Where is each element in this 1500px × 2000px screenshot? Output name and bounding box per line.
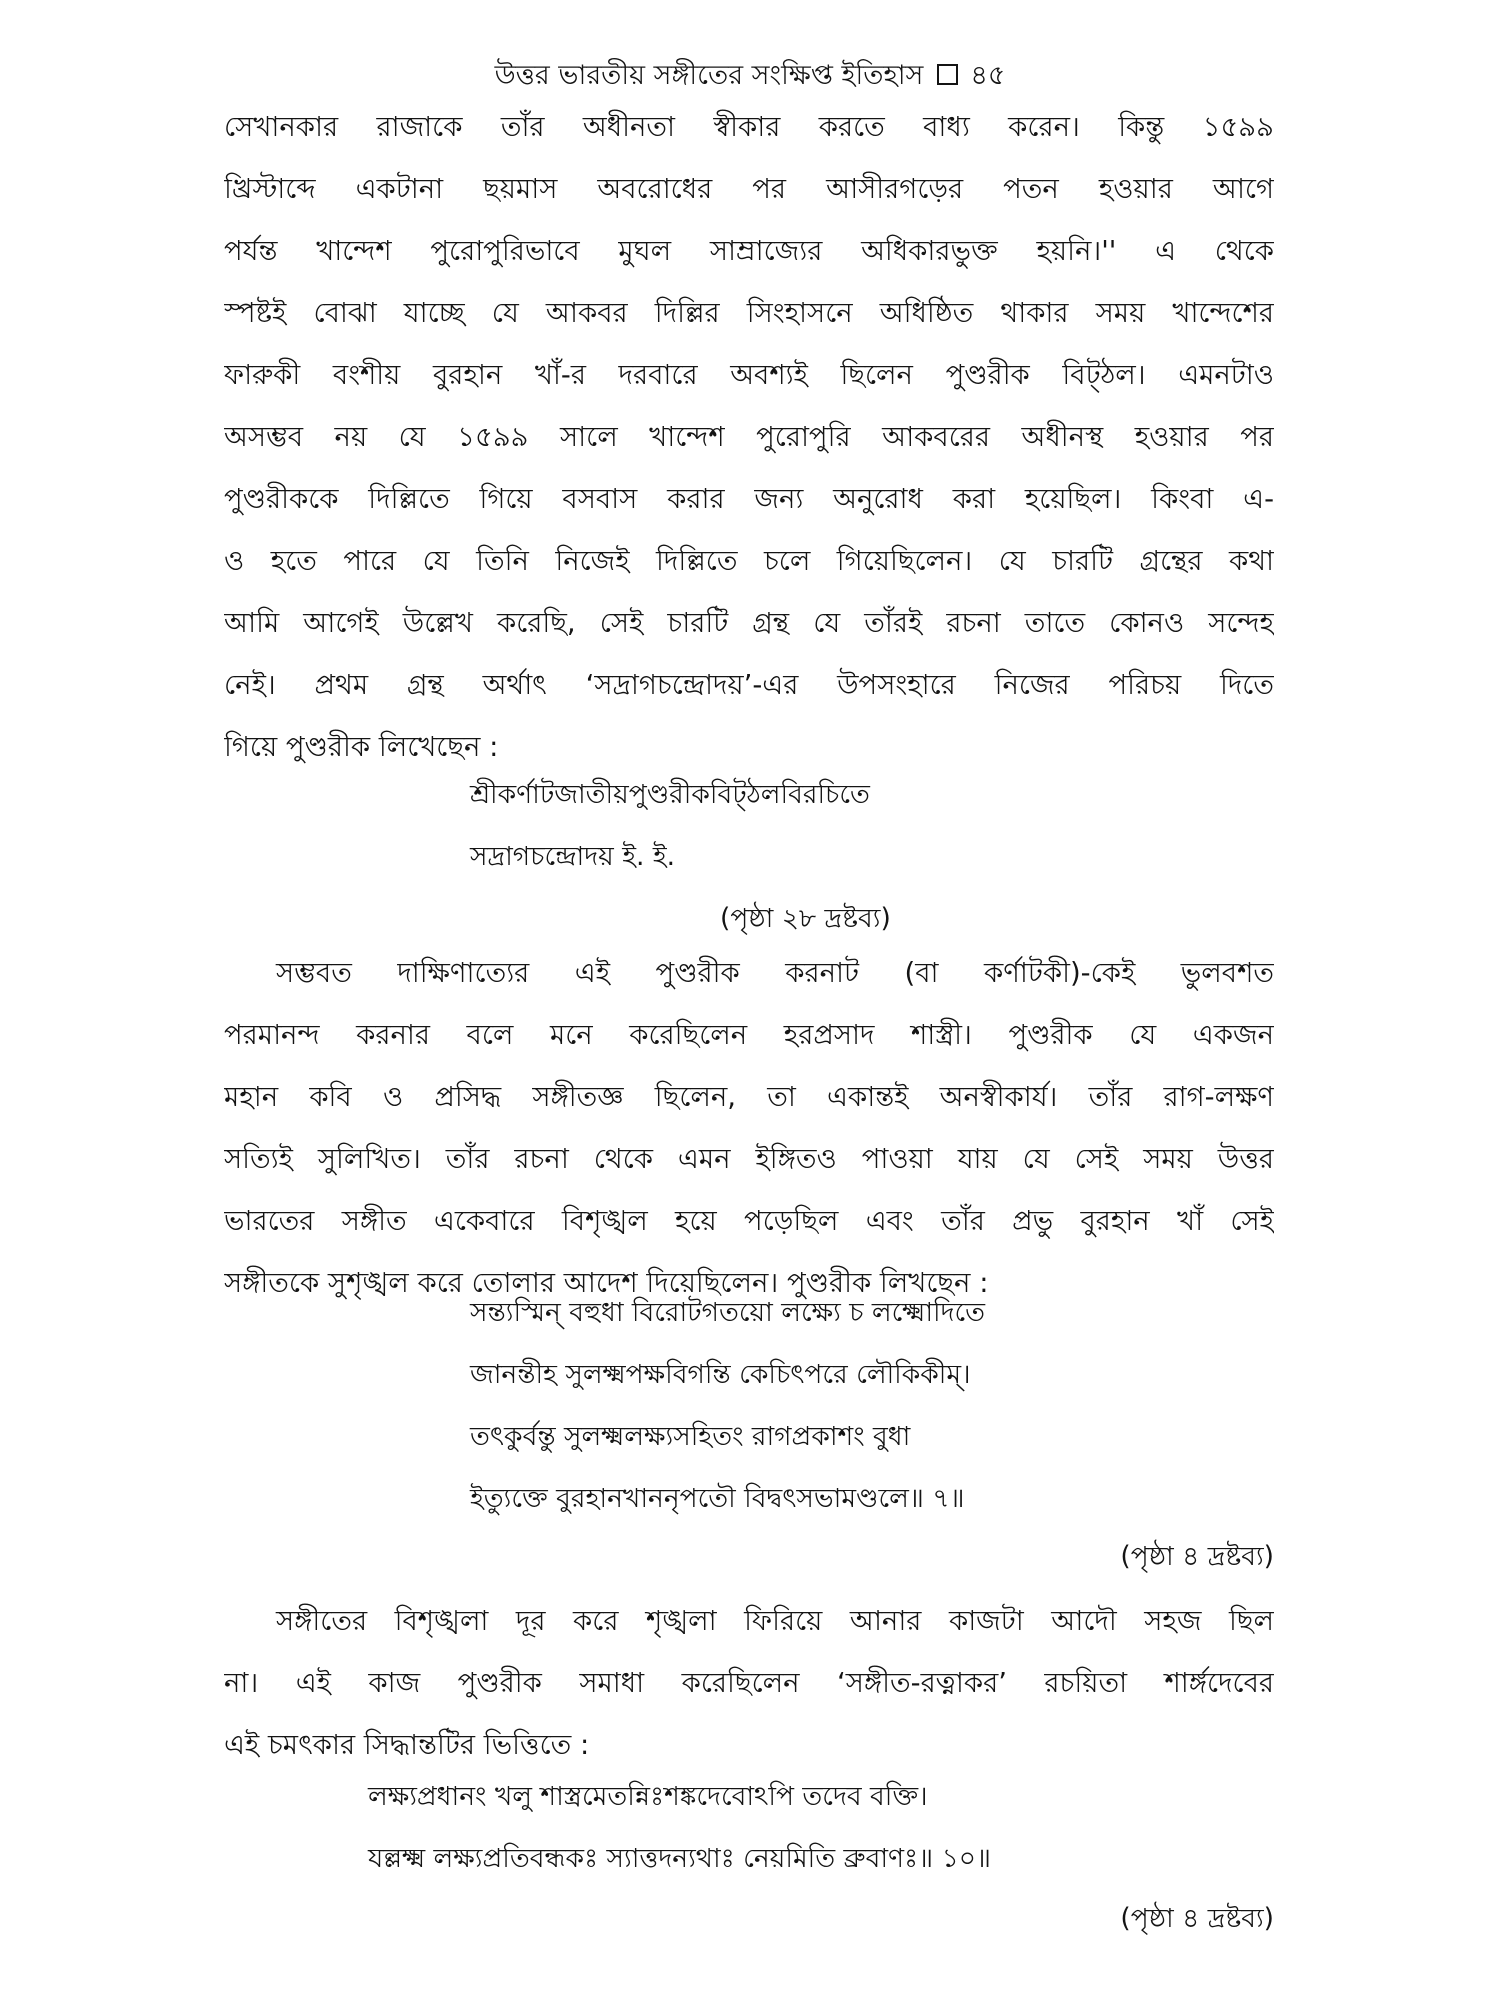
text-line: ও হতে পারে যে তিনি নিজেই দিল্লিতে চলে গিয়েছিলেন। যে চারটি গ্রন্থের কথা (224, 545, 1274, 577)
page-reference: (পৃষ্ঠা ৪ দ্রষ্টব্য) (1120, 1903, 1274, 1934)
verse-line: যল্লক্ষ্ম লক্ষ্যপ্রতিবন্ধকঃ স্যাত্তদন্যথাঃ নেয়মিতি ব্রুবাণঃ॥ ১০॥ (368, 1843, 991, 1874)
text-line: নেই। প্রথম গ্রন্থ অর্থাৎ ‘সদ্রাগচন্দ্রোদয়’-এর উপসংহারে নিজের পরিচয় দিতে (224, 669, 1274, 701)
verse-line: সদ্রাগচন্দ্রোদয় ই. ই. (470, 841, 676, 872)
text-line: না। এই কাজ পুণ্ডরীক সমাধা করেছিলেন ‘সঙ্গীত-রত্নাকর’ রচয়িতা শার্ঙ্গদেবের (224, 1667, 1274, 1699)
text-line: পুণ্ডরীককে দিল্লিতে গিয়ে বসবাস করার জন্য অনুরোধ করা হয়েছিল। কিংবা এ- (224, 483, 1274, 515)
verse-line: সন্ত্যস্মিন্ বহুধা বিরোটগতয়ো লক্ষ্যে চ লক্ষ্মোদিতে (470, 1297, 986, 1328)
text-line: সম্ভবত দাক্ষিণাত্যের এই পুণ্ডরীক করনাট (বা কর্ণাটকী)-কেই ভুলবশত (276, 957, 1274, 989)
square-bullet-icon (937, 64, 958, 85)
text-line: খ্রিস্টাব্দে একটানা ছয়মাস অবরোধের পর আসীরগড়ের পতন হওয়ার আগে (224, 173, 1274, 205)
text-line: মহান কবি ও প্রসিদ্ধ সঙ্গীতজ্ঞ ছিলেন, তা একান্তই অনস্বীকার্য। তাঁর রাগ-লক্ষণ (224, 1081, 1274, 1113)
text-line: পর্যন্ত খান্দেশ পুরোপুরিভাবে মুঘল সাম্রাজ্যের অধিকারভুক্ত হয়নি।'' এ থেকে (224, 235, 1274, 267)
text-line: এই চমৎকার সিদ্ধান্তটির ভিত্তিতে : (224, 1729, 590, 1761)
running-header (0, 58, 1500, 94)
text-line: সত্যিই সুলিখিত। তাঁর রচনা থেকে এমন ইঙ্গিতও পাওয়া যায় যে সেই সময় উত্তর (224, 1143, 1274, 1175)
text-line: সঙ্গীতকে সুশৃঙ্খল করে তোলার আদেশ দিয়েছিলেন। পুণ্ডরীক লিখছেন : (224, 1267, 989, 1299)
page-number: ৪৫ (970, 60, 1006, 91)
verse-line: লক্ষ্যপ্রধানং খলু শাস্ত্রমেতন্নিঃশঙ্কদেবোঽপি তদেব বক্তি। (368, 1781, 928, 1812)
text-line: গিয়ে পুণ্ডরীক লিখেছেন : (224, 731, 499, 763)
page-reference: (পৃষ্ঠা ২৮ দ্রষ্টব্য) (720, 903, 891, 934)
text-line: আমি আগেই উল্লেখ করেছি, সেই চারটি গ্রন্থ যে তাঁরই রচনা তাতে কোনও সন্দেহ (224, 607, 1274, 639)
text-line: সেখানকার রাজাকে তাঁর অধীনতা স্বীকার করতে বাধ্য করেন। কিন্তু ১৫৯৯ (224, 111, 1274, 143)
text-line: সঙ্গীতের বিশৃঙ্খলা দূর করে শৃঙ্খলা ফিরিয়ে আনার কাজটা আদৌ সহজ ছিল (276, 1605, 1274, 1637)
verse-line: জানন্তীহ সুলক্ষ্মপক্ষবিগন্তি কেচিৎপরে লৌকিকীম্। (470, 1359, 971, 1390)
text-line: পরমানন্দ করনার বলে মনে করেছিলেন হরপ্রসাদ শাস্ত্রী। পুণ্ডরীক যে একজন (224, 1019, 1274, 1051)
header-title: উত্তর ভারতীয় সঙ্গীতের সংক্ষিপ্ত ইতিহাস (494, 60, 924, 91)
text-line: ভারতের সঙ্গীত একেবারে বিশৃঙ্খল হয়ে পড়েছিল এবং তাঁর প্রভু বুরহান খাঁ সেই (224, 1205, 1274, 1237)
verse-line: ইত্যুক্তে বুরহানখাননৃপতৌ বিদ্বৎসভামণ্ডলে॥ ৭॥ (470, 1483, 965, 1514)
verse-line: তৎকুর্বন্তু সুলক্ষ্মলক্ষ্যসহিতং রাগপ্রকাশং বুধা (470, 1421, 911, 1452)
text-line: অসম্ভব নয় যে ১৫৯৯ সালে খান্দেশ পুরোপুরি আকবরের অধীনস্থ হওয়ার পর (224, 421, 1274, 453)
text-line: স্পষ্টই বোঝা যাচ্ছে যে আকবর দিল্লির সিংহাসনে অধিষ্ঠিত থাকার সময় খান্দেশের (224, 297, 1274, 329)
paragraph-3 (224, 1590, 1274, 1776)
text-line: ফারুকী বংশীয় বুরহান খাঁ-র দরবারে অবশ্যই ছিলেন পুণ্ডরীক বিট্ঠল। এমনটাও (224, 359, 1274, 391)
paragraph-2 (224, 942, 1274, 1314)
page-reference: (পৃষ্ঠা ৪ দ্রষ্টব্য) (1120, 1541, 1274, 1572)
paragraph-1 (224, 96, 1274, 778)
verse-line: শ্রীকর্ণাটজাতীয়পুণ্ডরীকবিট্ঠলবিরচিতে (470, 779, 870, 810)
